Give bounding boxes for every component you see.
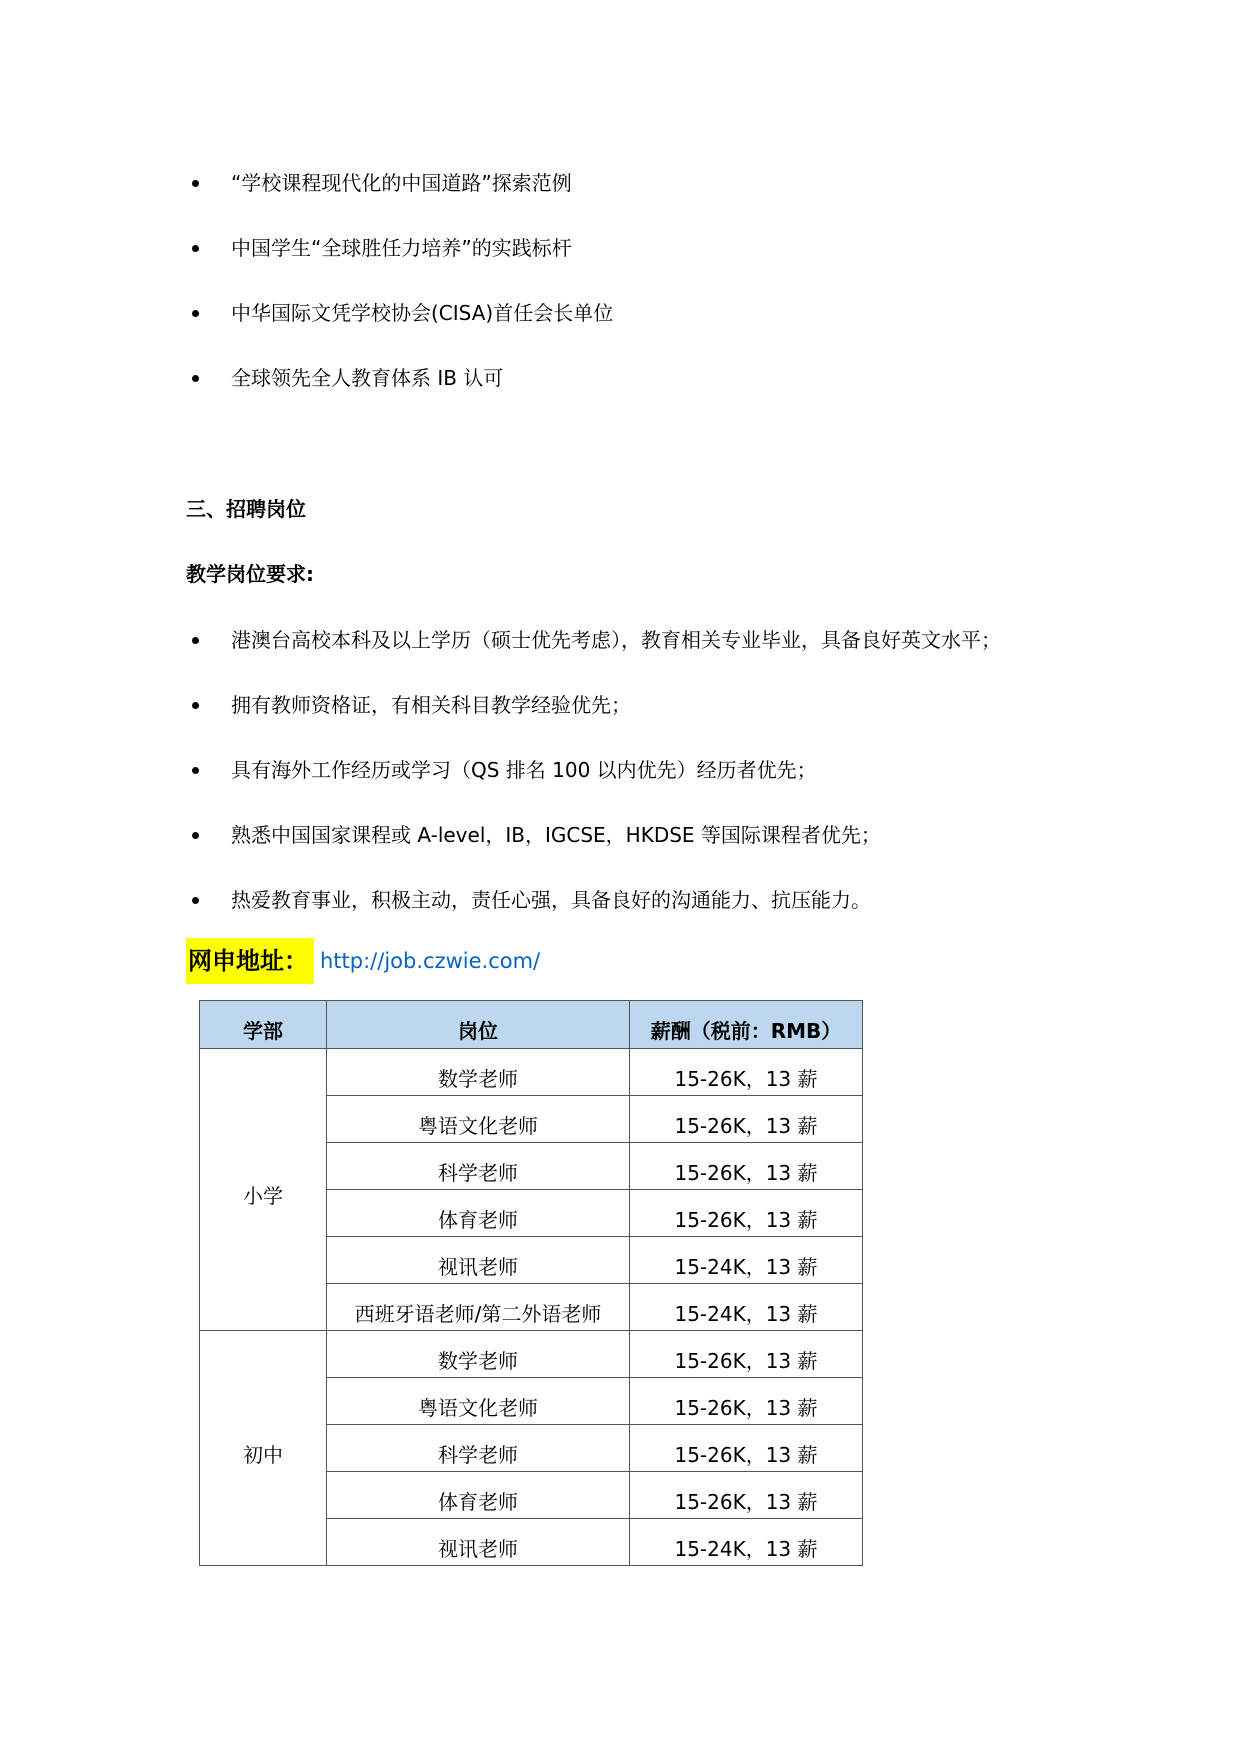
salary-cell: 15-26K，13 薪 bbox=[630, 1190, 863, 1237]
bullet-dot bbox=[192, 897, 199, 904]
bullet-dot bbox=[192, 832, 199, 839]
table-row bbox=[200, 1331, 863, 1378]
apply-line bbox=[186, 938, 540, 984]
department-cell: 初中 bbox=[200, 1331, 327, 1566]
position-cell: 视讯老师 bbox=[327, 1237, 630, 1284]
header-department: 学部 bbox=[200, 1001, 327, 1049]
bullet-text: 熟悉中国国家课程或 A-level，IB，IGCSE，HKDSE 等国际课程者优先； bbox=[231, 823, 881, 847]
apply-link[interactable]: http://job.czwie.com/ bbox=[320, 949, 541, 973]
position-cell: 西班牙语老师/第二外语老师 bbox=[327, 1284, 630, 1331]
requirements-title: 教学岗位要求: bbox=[186, 562, 314, 586]
table-row bbox=[200, 1049, 863, 1096]
bullet-text: “学校课程现代化的中国道路”探索范例 bbox=[231, 171, 572, 195]
salary-cell: 15-24K，13 薪 bbox=[630, 1237, 863, 1284]
position-cell: 科学老师 bbox=[327, 1425, 630, 1472]
bullet-dot bbox=[192, 702, 199, 709]
bullet-dot bbox=[192, 375, 199, 382]
bullet-text: 中国学生“全球胜任力培养”的实践标杆 bbox=[231, 236, 572, 260]
bullet-text: 港澳台高校本科及以上学历（硕士优先考虑），教育相关专业毕业，具备良好英文水平； bbox=[231, 628, 1001, 652]
salary-cell: 15-26K，13 薪 bbox=[630, 1049, 863, 1096]
bullet-text: 中华国际文凭学校协会(CISA)首任会长单位 bbox=[231, 301, 614, 325]
position-cell: 粤语文化老师 bbox=[327, 1378, 630, 1425]
bullet-text: 拥有教师资格证，有相关科目教学经验优先； bbox=[231, 693, 631, 717]
section-title: 三、招聘岗位 bbox=[186, 497, 306, 521]
bullet-dot bbox=[192, 245, 199, 252]
department-cell: 小学 bbox=[200, 1049, 327, 1331]
apply-label: 网申地址： bbox=[186, 938, 314, 984]
bullet-text: 具有海外工作经历或学习（QS 排名 100 以内优先）经历者优先； bbox=[231, 758, 817, 782]
salary-cell: 15-24K，13 薪 bbox=[630, 1519, 863, 1566]
salary-cell: 15-26K，13 薪 bbox=[630, 1143, 863, 1190]
position-cell: 粤语文化老师 bbox=[327, 1096, 630, 1143]
salary-cell: 15-26K，13 薪 bbox=[630, 1378, 863, 1425]
bullet-dot bbox=[192, 637, 199, 644]
position-cell: 数学老师 bbox=[327, 1049, 630, 1096]
bullet-text: 热爱教育事业，积极主动，责任心强，具备良好的沟通能力、抗压能力。 bbox=[231, 888, 871, 912]
position-cell: 科学老师 bbox=[327, 1143, 630, 1190]
header-position: 岗位 bbox=[327, 1001, 630, 1049]
position-cell: 视讯老师 bbox=[327, 1519, 630, 1566]
position-cell: 数学老师 bbox=[327, 1331, 630, 1378]
bullet-dot bbox=[192, 310, 199, 317]
salary-cell: 15-26K，13 薪 bbox=[630, 1331, 863, 1378]
positions-table bbox=[199, 1000, 863, 1566]
salary-cell: 15-26K，13 薪 bbox=[630, 1472, 863, 1519]
header-salary: 薪酬（税前：RMB） bbox=[630, 1001, 863, 1049]
salary-cell: 15-24K，13 薪 bbox=[630, 1284, 863, 1331]
bullet-text: 全球领先全人教育体系 IB 认可 bbox=[231, 366, 504, 390]
table-header-row bbox=[200, 1001, 863, 1049]
position-cell: 体育老师 bbox=[327, 1472, 630, 1519]
bullet-dot bbox=[192, 767, 199, 774]
bullet-dot bbox=[192, 180, 199, 187]
salary-cell: 15-26K，13 薪 bbox=[630, 1425, 863, 1472]
salary-cell: 15-26K，13 薪 bbox=[630, 1096, 863, 1143]
position-cell: 体育老师 bbox=[327, 1190, 630, 1237]
